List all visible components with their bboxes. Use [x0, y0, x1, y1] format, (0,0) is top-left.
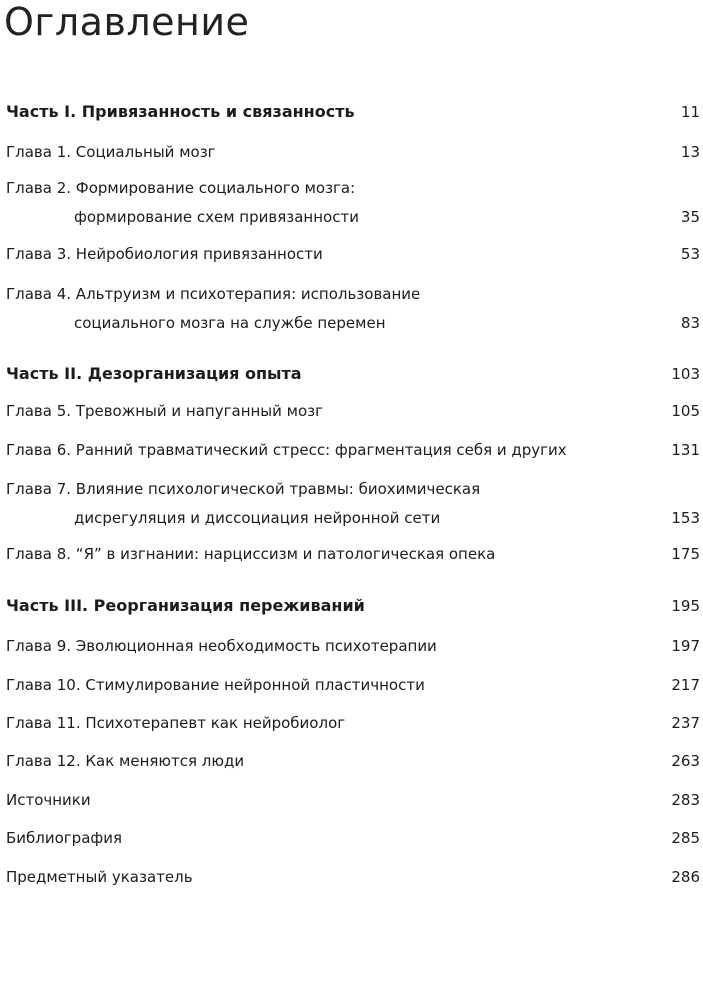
toc-chapter-10	[6, 675, 700, 695]
toc-chapter-title: Глава 3. Нейробиология привязанности	[6, 245, 323, 263]
toc-page-number: 285	[671, 829, 700, 847]
toc-page-number: 103	[671, 365, 700, 383]
toc-page-number: 35	[680, 208, 700, 226]
toc-chapter-title: Глава 11. Психотерапевт как нейробиолог	[6, 714, 346, 732]
toc-sources	[6, 790, 700, 810]
toc-chapter-title: Глава 10. Стимулирование нейронной пластичности	[6, 676, 425, 694]
toc-chapter-title: Глава 6. Ранний травматический стресс: фрагментация себя и других	[6, 441, 567, 459]
toc-bibliography	[6, 828, 700, 848]
toc-part-title: Часть II. Дезорганизация опыта	[6, 364, 302, 383]
toc-chapter-title	[6, 284, 420, 333]
toc-chapter-5	[6, 401, 700, 421]
toc-chapter-3	[6, 244, 700, 264]
toc-page-number: 283	[671, 791, 700, 809]
toc-chapter-title: Глава 1. Социальный мозг	[6, 143, 216, 161]
toc-page-number: 175	[671, 545, 700, 563]
toc-entry-title: Библиография	[6, 829, 122, 847]
toc-entry-title: Предметный указатель	[6, 868, 193, 886]
toc-chapter-title-line2: социального мозга на службе перемен	[74, 314, 386, 332]
toc-page-number: 197	[671, 637, 700, 655]
toc-chapter-4	[6, 284, 700, 333]
toc-chapter-title	[6, 479, 480, 528]
toc-part-title: Часть III. Реорганизация переживаний	[6, 596, 365, 615]
toc-chapter-title: Глава 5. Тревожный и напуганный мозг	[6, 402, 324, 420]
toc-chapter-8	[6, 544, 700, 564]
toc-chapter-6	[6, 440, 700, 460]
toc-entry-title: Источники	[6, 791, 91, 809]
toc-chapter-title-line1: Глава 7. Влияние психологической травмы: биохимическая	[6, 480, 481, 498]
toc-chapter-1	[6, 142, 700, 162]
toc-page-number: 83	[680, 314, 700, 332]
toc-page-number: 13	[680, 143, 700, 161]
toc-chapter-title-line2: дисрегуляция и диссоциация нейронной сети	[74, 509, 441, 527]
toc-page-number: 286	[671, 868, 700, 886]
toc-part-3	[6, 596, 700, 616]
toc-page-number: 53	[680, 245, 700, 263]
toc-chapter-title-line1: Глава 2. Формирование социального мозга:	[6, 179, 356, 197]
toc-chapter-title: Глава 9. Эволюционная необходимость психотерапии	[6, 637, 437, 655]
toc-page-number: 217	[671, 676, 700, 694]
toc-part-1	[6, 102, 700, 122]
toc-chapter-title-line1: Глава 4. Альтруизм и психотерапия: использование	[6, 285, 421, 303]
toc-chapter-title: Глава 8. “Я” в изгнании: нарциссизм и патологическая опека	[6, 545, 496, 563]
toc-chapter-12	[6, 751, 700, 771]
page-title: Оглавление	[4, 0, 250, 44]
toc-page-number: 11	[680, 103, 700, 121]
toc-chapter-title: Глава 12. Как меняются люди	[6, 752, 245, 770]
toc-page-number: 131	[671, 441, 700, 459]
toc-page-number: 263	[671, 752, 700, 770]
toc-page-number: 195	[671, 597, 700, 615]
toc-chapter-11	[6, 713, 700, 733]
toc-page-number: 237	[671, 714, 700, 732]
toc-part-title: Часть I. Привязанность и связанность	[6, 102, 355, 121]
toc-index	[6, 867, 700, 887]
toc-chapter-title-line2: формирование схем привязанности	[74, 208, 359, 226]
toc-page-number: 105	[671, 402, 700, 420]
toc-chapter-2	[6, 178, 700, 227]
toc-chapter-9	[6, 636, 700, 656]
toc-chapter-title	[6, 178, 359, 227]
toc-part-2	[6, 364, 700, 384]
toc-page-number: 153	[671, 509, 700, 527]
toc-chapter-7	[6, 479, 700, 528]
